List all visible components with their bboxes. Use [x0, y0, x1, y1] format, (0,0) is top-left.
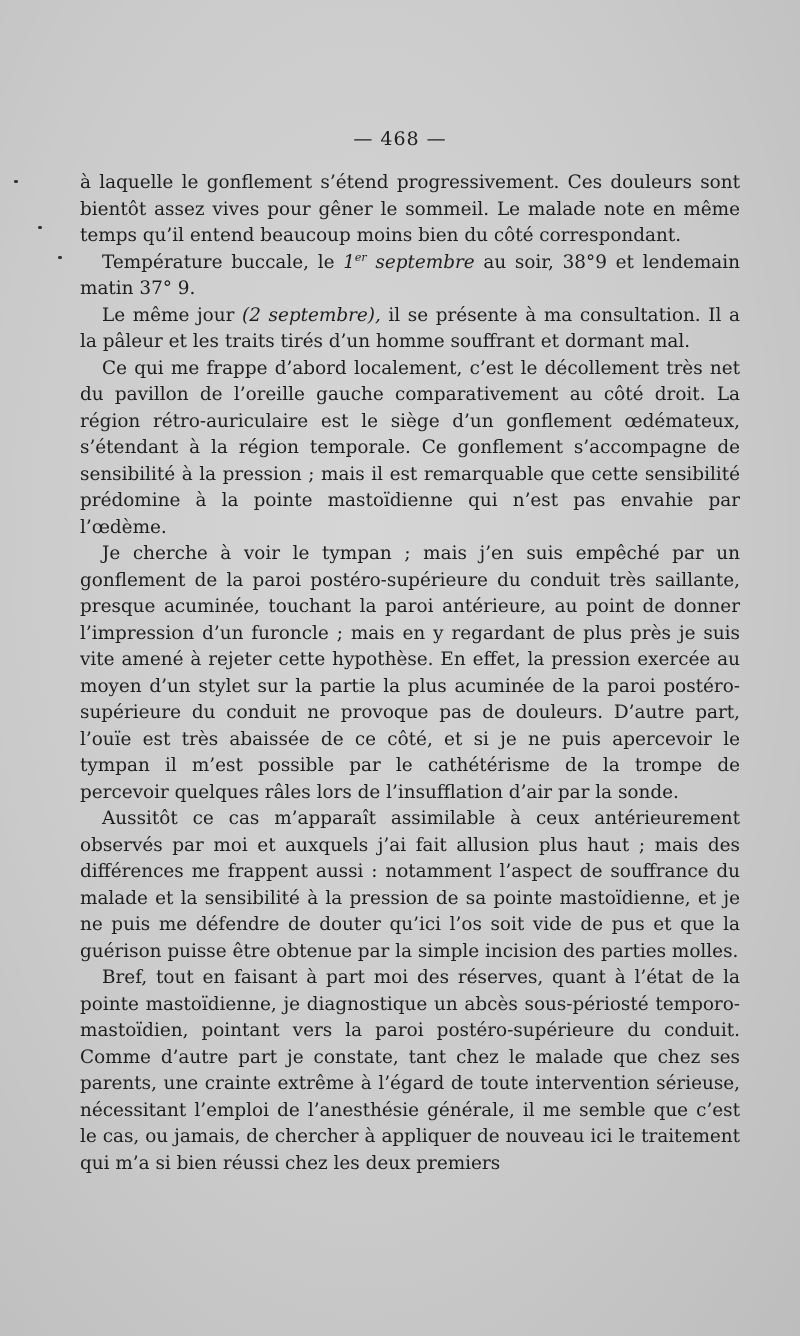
text-run: Le même jour [102, 304, 243, 326]
paragraph: à laquelle le gonflement s’étend progressivement. Ces douleurs sont bientôt assez vives pour gêner le sommeil. Le malade note en même temps qu’il entend beaucoup moins bien du côté correspondant. [80, 172, 740, 246]
text-run: au soir, 38°9 et lendemain matin 37° 9. [80, 251, 740, 299]
margin-speck [38, 226, 42, 229]
paragraph: Je cherche à voir le tympan ; mais j’en suis empêché par un gonflement de la paroi postéro-supérieure du conduit très saillante, presque acuminée, touchant la paroi antérieure, au point de donner l’impression d’un furoncle ; mais en y regardant de plus près je suis vite amené à rejeter cette hypothèse. En effet, la pression exercée au moyen d’un stylet sur la partie la plus acuminée de la paroi postéro-supérieure du conduit ne provoque pas de douleurs. D’autre part, l’ouïe est très abaissée de ce côté, et si je ne puis apercevoir le tympan il m’est possible par le cathétérisme de la trompe de percevoir quelques râles lors de l’insufflation d’air par la sonde. [80, 543, 740, 803]
paragraph: Ce qui me frappe d’abord localement, c’est le décollement très net du pavillon de l’oreille gauche comparativement au côté droit. La région rétro-auriculaire est le siège d’un gonflement œdémateux, s’étendant à la région temporale. Ce gonflement s’accompagne de sensibilité à la pression ; mais il est remarquable que cette sensibilité prédomine à la pointe mastoïdienne qui n’est pas envahie par l’œdème. [80, 357, 740, 538]
page-number: — 468 — [353, 128, 447, 150]
date-superscript: er [354, 250, 367, 264]
text-run: il se présente à ma consultation. Il a la pâleur et les traits tirés d’un homme souffrant et dormant mal. [80, 304, 740, 352]
margin-speck [14, 180, 18, 183]
paragraph: Aussitôt ce cas m’apparaît assimilable à ceux antérieurement observés par moi et auxquels j’ai fait allusion plus haut ; mais des différences me frappent aussi : notamment l’aspect de souffrance du malade et la sensibilité à la pression de sa pointe mastoïdienne, et je ne puis me défendre de douter qu’ici l’os soit vide de pus et que la guérison puisse être obtenue par la simple incision des parties molles. [80, 808, 740, 962]
paragraph [80, 303, 740, 356]
text-run: Température buccale, le [102, 251, 344, 273]
body-text [80, 170, 740, 1177]
paragraph: Bref, tout en faisant à part moi des réserves, quant à l’état de la pointe mastoïdienne, je diagnostique un abcès sous-périosté temporo-mastoïdien, pointant vers la paroi postéro-supérieure du conduit. Comme d’autre part je constate, tant chez le malade que chez ses parents, une crainte extrême à l’égard de toute intervention sérieuse, nécessitant l’emploi de l’anesthésie générale, il me semble que c’est le cas, ou jamais, de chercher à appliquer de nouveau ici le traitement qui m’a si bien réussi chez les deux premiers [80, 967, 740, 1174]
date-day: 1 [343, 251, 355, 273]
margin-speck [58, 256, 62, 259]
paragraph [80, 250, 740, 303]
italic-date [343, 252, 474, 273]
date-month: septembre [366, 251, 475, 273]
italic-date: (2 septembre), [242, 304, 381, 326]
